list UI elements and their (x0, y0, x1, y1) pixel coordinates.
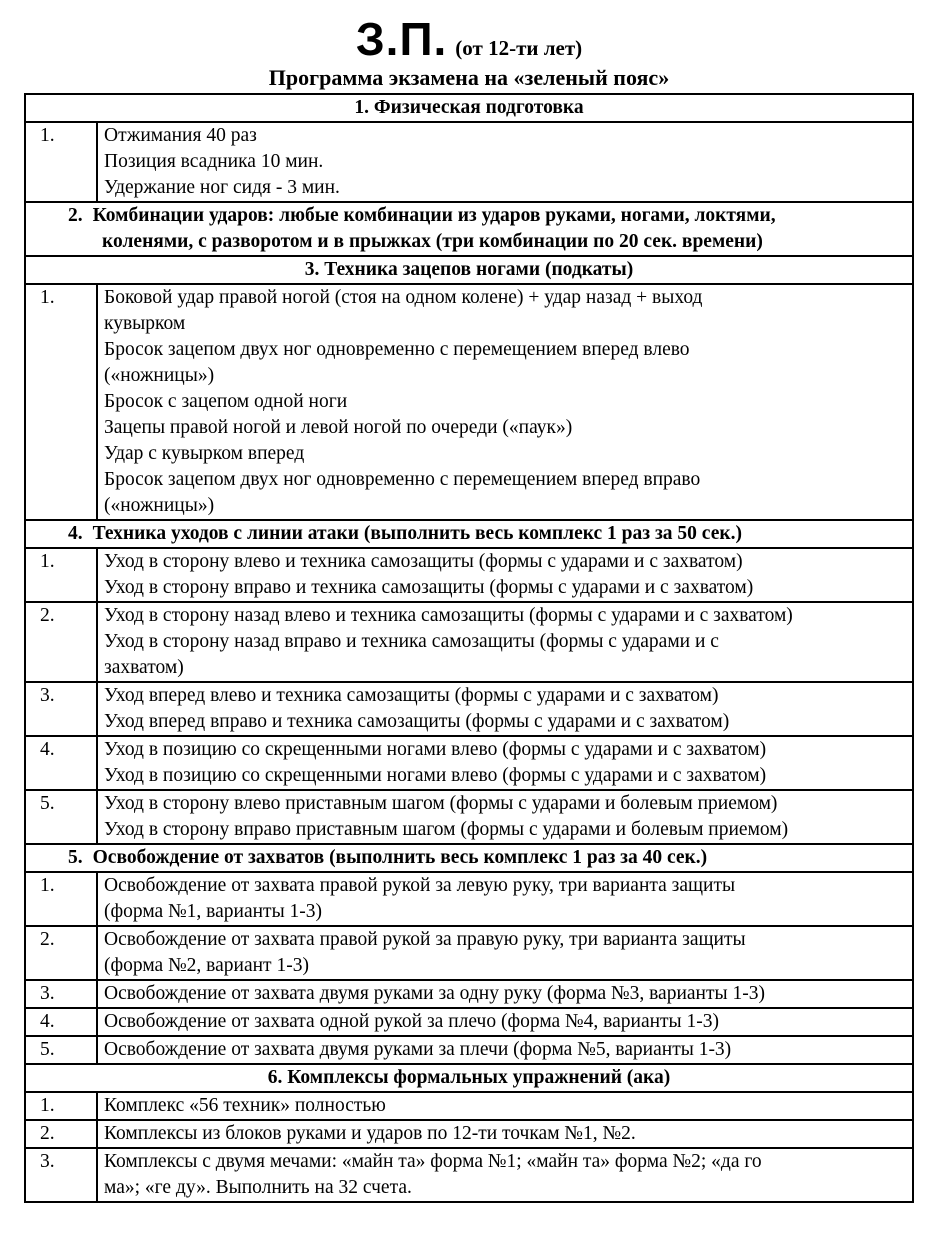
item-line: (форма №2, вариант 1-3) (104, 955, 309, 976)
item-line: Удар с кувырком вперед (104, 443, 305, 464)
table-row (25, 1092, 913, 1120)
table-row (25, 790, 913, 844)
section-title: 3. Техника зацепов ногами (подкаты) (25, 256, 913, 284)
item-line: Удержание ног сидя - 3 мин. (104, 177, 340, 198)
item-number: 2. (25, 1120, 97, 1148)
title-code: З.П. (355, 13, 448, 65)
item-content (97, 1008, 913, 1036)
item-line: Уход в сторону влево приставным шагом (формы с ударами и болевым приемом) (104, 793, 778, 814)
section-number: 4. (68, 523, 83, 544)
item-line: («ножницы») (104, 495, 215, 516)
item-line: Уход в сторону назад влево и техника самозащиты (формы с ударами и с захватом) (104, 605, 793, 626)
document-title (0, 12, 938, 66)
section-4-header (25, 520, 913, 548)
item-line: Уход вперед влево и техника самозащиты (формы с ударами и с захватом) (104, 685, 719, 706)
table-row (25, 548, 913, 602)
item-number: 1. (25, 872, 97, 926)
table-row (25, 1120, 913, 1148)
item-line: Уход в сторону вправо приставным шагом (формы с ударами и болевым приемом) (104, 819, 789, 840)
item-number: 3. (25, 682, 97, 736)
section-title (25, 202, 913, 256)
item-number: 1. (25, 284, 97, 520)
section-1-header (25, 94, 913, 122)
section-title (25, 520, 913, 548)
item-line: Освобождение от захвата одной рукой за плечо (форма №4, варианты 1-3) (104, 1011, 720, 1032)
table-row (25, 926, 913, 980)
section-title: 1. Физическая подготовка (25, 94, 913, 122)
item-number: 3. (25, 1148, 97, 1202)
item-line: («ножницы») (104, 365, 215, 386)
section-number: 5. (68, 847, 83, 868)
section-title-text: Техника уходов с линии атаки (выполнить весь комплекс 1 раз за 50 сек.) (92, 523, 742, 544)
item-number: 2. (25, 602, 97, 682)
item-content (97, 1148, 913, 1202)
item-content (97, 602, 913, 682)
document-subtitle: Программа экзамена на «зеленый пояс» (268, 65, 670, 90)
item-content (97, 872, 913, 926)
item-line: Зацепы правой ногой и левой ногой по очереди («паук») (104, 417, 573, 438)
item-line: Уход в позицию со скрещенными ногами влево (формы с ударами и с захватом) (104, 739, 767, 760)
section-title-line: коленями, с разворотом и в прыжках (три комбинации по 20 сек. времени) (102, 231, 763, 252)
section-title: 6. Комплексы формальных упражнений (ака) (25, 1064, 913, 1092)
table-row (25, 284, 913, 520)
table-row (25, 872, 913, 926)
item-line: Освобождение от захвата двумя руками за одну руку (форма №3, варианты 1-3) (104, 983, 765, 1004)
item-line: Бросок с зацепом одной ноги (104, 391, 348, 412)
table-row (25, 1148, 913, 1202)
item-line: Уход в позицию со скрещенными ногами влево (формы с ударами и с захватом) (104, 765, 767, 786)
item-line: (форма №1, варианты 1-3) (104, 901, 323, 922)
title-age: (от 12-ти лет) (455, 36, 583, 60)
item-number: 5. (25, 1036, 97, 1064)
item-line: Уход в сторону вправо и техника самозащиты (формы с ударами и с захватом) (104, 577, 754, 598)
item-content (97, 1092, 913, 1120)
item-line: Комплексы с двумя мечами: «майн та» форма №1; «майн та» форма №2; «да го (104, 1151, 762, 1172)
item-content (97, 790, 913, 844)
item-line: Уход вперед вправо и техника самозащиты (формы с ударами и с захватом) (104, 711, 730, 732)
item-number: 1. (25, 122, 97, 202)
table-row (25, 1036, 913, 1064)
item-line: Бросок зацепом двух ног одновременно с перемещением вперед вправо (104, 469, 701, 490)
table-row (25, 682, 913, 736)
item-number: 2. (25, 926, 97, 980)
section-6-header (25, 1064, 913, 1092)
item-content (97, 980, 913, 1008)
item-line: Уход в сторону влево и техника самозащиты (формы с ударами и с захватом) (104, 551, 743, 572)
item-line: Комплексы из блоков руками и ударов по 12-ти точкам №1, №2. (104, 1123, 636, 1144)
section-number: 2. (68, 205, 83, 226)
item-line: захватом) (104, 657, 184, 678)
item-line: Уход в сторону назад вправо и техника самозащиты (формы с ударами и с (104, 631, 719, 652)
item-line: Бросок зацепом двух ног одновременно с перемещением вперед влево (104, 339, 690, 360)
item-number: 4. (25, 736, 97, 790)
item-number: 3. (25, 980, 97, 1008)
table-row (25, 736, 913, 790)
item-line: Освобождение от захвата правой рукой за правую руку, три варианта защиты (104, 929, 746, 950)
item-line: Отжимания 40 раз (104, 125, 257, 146)
item-line: Боковой удар правой ногой (стоя на одном колене) + удар назад + выход (104, 287, 703, 308)
item-content (97, 682, 913, 736)
exam-program-table (24, 93, 914, 1203)
item-line: кувырком (104, 313, 186, 334)
item-content (97, 122, 913, 202)
section-5-header (25, 844, 913, 872)
item-line: Комплекс «56 техник» полностью (104, 1095, 386, 1116)
item-content (97, 284, 913, 520)
item-content (97, 926, 913, 980)
table-row (25, 122, 913, 202)
section-2-header (25, 202, 913, 256)
table-row (25, 980, 913, 1008)
table-row (25, 602, 913, 682)
item-content (97, 548, 913, 602)
item-number: 4. (25, 1008, 97, 1036)
item-number: 1. (25, 1092, 97, 1120)
section-title-text: Комбинации ударов: любые комбинации из ударов руками, ногами, локтями, (92, 205, 776, 226)
item-line: Позиция всадника 10 мин. (104, 151, 324, 172)
item-line: ма»; «ге ду». Выполнить на 32 счета. (104, 1177, 412, 1198)
item-content (97, 1036, 913, 1064)
section-title-line (68, 203, 906, 229)
section-title (25, 844, 913, 872)
item-content (97, 1120, 913, 1148)
item-number: 5. (25, 790, 97, 844)
item-number: 1. (25, 548, 97, 602)
item-content (97, 736, 913, 790)
section-title-text: Освобождение от захватов (выполнить весь комплекс 1 раз за 40 сек.) (92, 847, 708, 868)
table-row (25, 1008, 913, 1036)
section-3-header (25, 256, 913, 284)
item-line: Освобождение от захвата двумя руками за плечи (форма №5, варианты 1-3) (104, 1039, 732, 1060)
item-line: Освобождение от захвата правой рукой за левую руку, три варианта защиты (104, 875, 736, 896)
